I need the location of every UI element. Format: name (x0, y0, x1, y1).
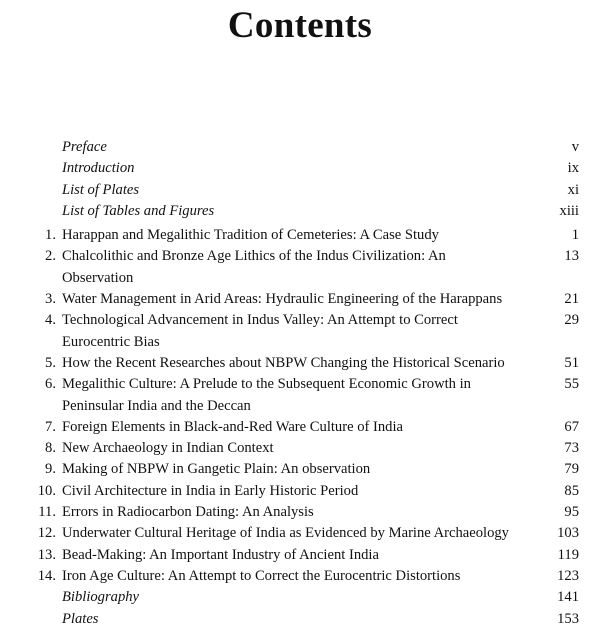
entry-number (0, 609, 62, 630)
toc-entry (0, 180, 600, 201)
chapter-page: 85 (564, 482, 579, 499)
entry-page: xiii (559, 202, 579, 219)
entry-title: Plates (62, 610, 99, 627)
toc-entry (0, 310, 600, 331)
chapter-title: Making of NBPW in Gangetic Plain: An observation (62, 461, 371, 478)
toc-entry (0, 545, 600, 566)
chapter-number: 4. (45, 312, 56, 329)
chapter-number: 1. (45, 227, 56, 244)
entry-number (0, 137, 62, 158)
chapter-page: 21 (564, 291, 579, 308)
chapter-title: Errors in Radiocarbon Dating: An Analysis (62, 504, 314, 521)
chapter-page (512, 396, 579, 417)
chapter-title: Megalithic Culture: A Prelude to the Subsequent Economic Growth in (62, 376, 471, 393)
entry-title: List of Plates (62, 181, 140, 198)
toc-entry (0, 481, 600, 502)
chapter-page: 123 (557, 567, 579, 584)
toc-entry (0, 225, 600, 246)
chapter-page (512, 332, 579, 353)
chapter-number: 8. (45, 440, 56, 457)
entry-number (0, 180, 62, 201)
chapter-page: 1 (571, 227, 579, 244)
chapter-title: Water Management in Arid Areas: Hydraulic Engineering of the Harappans (62, 291, 503, 308)
chapter-number: 11. (38, 504, 56, 521)
chapter-page: 67 (564, 418, 579, 435)
chapter-number: 7. (45, 418, 56, 435)
chapter-title: Iron Age Culture: An Attempt to Correct the Eurocentric Distortions (62, 567, 461, 584)
chapter-page: 73 (564, 440, 579, 457)
chapter-title: Underwater Cultural Heritage of India as Evidenced by Marine Archaeology (62, 525, 509, 542)
toc-entry (0, 587, 600, 608)
entry-page: ix (567, 160, 579, 177)
chapter-number: 6. (45, 376, 56, 393)
toc-entry (0, 332, 600, 353)
chapter-title: Harappan and Megalithic Tradition of Cemeteries: A Case Study (62, 227, 439, 244)
toc-entry (0, 353, 600, 374)
chapter-page: 55 (564, 376, 579, 393)
chapter-number: 10. (37, 482, 56, 499)
chapter-page: 29 (564, 312, 579, 329)
entry-title: Introduction (62, 160, 135, 177)
toc-entry (0, 459, 600, 480)
entry-number (0, 587, 62, 608)
table-of-contents (0, 137, 600, 630)
chapter-title: Bead-Making: An Important Industry of Ancient India (62, 546, 379, 563)
chapter-page: 119 (557, 546, 579, 563)
toc-entry (0, 523, 600, 544)
toc-entry (0, 137, 600, 158)
chapter-number: 5. (45, 354, 56, 371)
toc-entry (0, 201, 600, 222)
entry-title: Preface (62, 139, 107, 155)
chapter-number (0, 396, 62, 417)
entry-number (0, 158, 62, 179)
entry-page: xi (567, 181, 579, 198)
toc-entry (0, 566, 600, 587)
chapter-page: 79 (564, 461, 579, 478)
chapter-page: 13 (564, 248, 579, 265)
chapter-number (0, 332, 62, 353)
entry-title: List of Tables and Figures (62, 202, 215, 219)
page-title: Contents (227, 5, 373, 46)
chapter-page: 95 (564, 504, 579, 521)
chapter-page: 103 (557, 525, 579, 542)
chapter-title: How the Recent Researches about NBPW Changing the Historical Scenario (62, 354, 505, 371)
chapter-number: 9. (45, 461, 56, 478)
entry-page: 141 (557, 589, 579, 606)
chapter-number: 13. (37, 546, 56, 563)
chapter-number: 2. (45, 248, 56, 265)
chapter-title: Technological Advancement in Indus Valley: An Attempt to Correct (62, 312, 458, 329)
toc-entry (0, 246, 600, 289)
toc-entry (0, 374, 600, 395)
chapter-number: 3. (45, 291, 56, 308)
chapter-page: 51 (564, 354, 579, 371)
toc-entry (0, 396, 600, 417)
chapter-number: 12. (37, 525, 56, 542)
chapter-title: New Archaeology in Indian Context (62, 440, 274, 457)
chapter-title: Peninsular India and the Deccan (62, 397, 251, 414)
entry-page: 153 (557, 610, 579, 627)
chapter-title: Eurocentric Bias (62, 333, 160, 350)
chapter-title: Chalcolithic and Bronze Age Lithics of the Indus Civilization: An Observation (62, 248, 446, 286)
toc-entry (0, 158, 600, 179)
toc-entry (0, 502, 600, 523)
entry-title: Bibliography (62, 589, 140, 606)
entry-page: v (571, 139, 579, 155)
chapter-number: 14. (37, 567, 56, 584)
chapter-title: Civil Architecture in India in Early Historic Period (62, 482, 359, 499)
toc-entry (0, 609, 600, 630)
chapter-title: Foreign Elements in Black-and-Red Ware Culture of India (62, 418, 404, 435)
toc-entry (0, 438, 600, 459)
toc-entry (0, 417, 600, 438)
entry-number (0, 201, 62, 222)
toc-entry (0, 289, 600, 310)
